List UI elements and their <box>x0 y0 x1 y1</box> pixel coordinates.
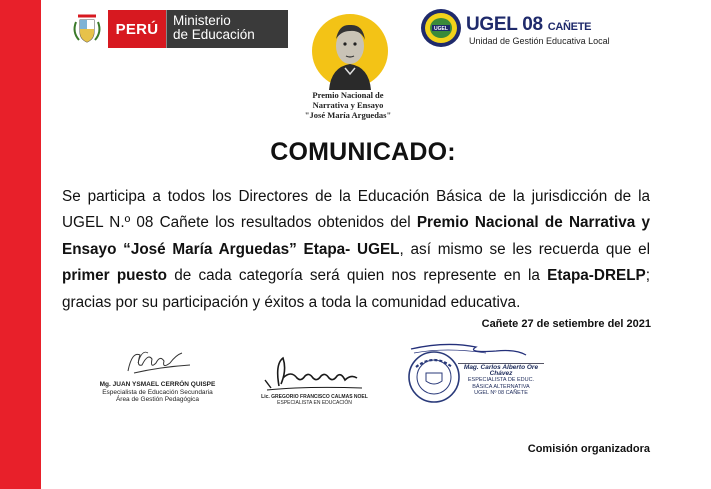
body-text-1: Se participa a todos los Directores de la Educación Básica de la jurisdicción de la UGEL N.º 08 Cañete los resultados obtenidos del <box>62 188 650 232</box>
body-bold-etapa-drelp: Etapa-DRELP <box>547 267 646 285</box>
ugel-number: UGEL 08 <box>466 14 543 35</box>
ugel-logo <box>420 8 615 48</box>
minedu-logo <box>66 10 288 48</box>
ugel-city: CAÑETE <box>547 21 592 33</box>
ministerio-label <box>166 10 288 48</box>
premio-caption-line1: Premio Nacional de <box>312 90 384 100</box>
body-bold-premio: Premio Nacional de Narrativa y Ensayo “José María Arguedas” Etapa- UGEL <box>62 214 650 258</box>
signature-1-name: Mg. JUAN YSMAEL CERRÓN QUISPE <box>99 381 216 388</box>
signature-2-role1: ESPECIALISTA EN EDUCACIÓN <box>277 399 352 406</box>
body-text-3: de cada categoría será quien nos represente en la <box>166 267 548 285</box>
rectangular-stamp <box>458 363 544 396</box>
body-text-4: ; gracias por su participación y éxitos a toda la comunidad educativa. <box>62 267 650 311</box>
body-text-2: , así mismo se les recuerda que el <box>399 240 650 258</box>
signature-3-name: Mag. Carlos Alberto Ore Chávez <box>463 364 539 378</box>
signature-block-2 <box>257 350 372 406</box>
signature-block-1 <box>90 345 225 404</box>
premio-caption-line3: "José María Arguedas" <box>304 110 392 120</box>
footer-comision: Comisión organizadora <box>527 443 650 455</box>
peru-label: PERÚ <box>108 10 166 48</box>
signature-1-role1: Especialista de Educación Secundaria <box>102 388 213 396</box>
ugel-name <box>466 14 591 36</box>
ministerio-line1: Ministerio <box>173 13 231 28</box>
document-date: Cañete 27 de setiembre del 2021 <box>481 318 651 330</box>
ugel-seal-icon <box>420 8 462 48</box>
page-title <box>0 138 711 167</box>
premio-arguedas-logo-icon <box>305 12 395 90</box>
svg-text:UGEL: UGEL <box>434 26 448 32</box>
title-text: COMUNICADO: <box>270 138 456 166</box>
ministerio-line2: de Educación <box>173 27 255 42</box>
handwritten-signature-2-icon <box>257 350 372 398</box>
signature-3-role2: UGEL Nº 08 CAÑETE <box>474 389 528 396</box>
signature-block-3 <box>406 345 546 413</box>
left-red-bar <box>0 0 41 489</box>
ugel-subtitle: Unidad de Gestión Educativa Local <box>469 36 610 46</box>
signature-3-role1: ESPECIALISTA DE EDUC. BÁSICA ALTERNATIVA <box>467 377 535 390</box>
peru-coat-of-arms-icon <box>66 10 108 48</box>
signature-2-name: Lic. GREGORIO FRANCISCO CALMAS NOEL <box>261 394 368 400</box>
handwritten-signature-1-icon <box>90 345 225 379</box>
premio-caption-line2: Narrativa y Ensayo <box>312 100 384 110</box>
body-bold-primer-puesto: primer puesto <box>62 267 167 285</box>
signature-1-role2: Área de Gestión Pedagógica <box>115 396 200 404</box>
premio-caption <box>282 90 414 120</box>
body-paragraph <box>62 184 650 316</box>
